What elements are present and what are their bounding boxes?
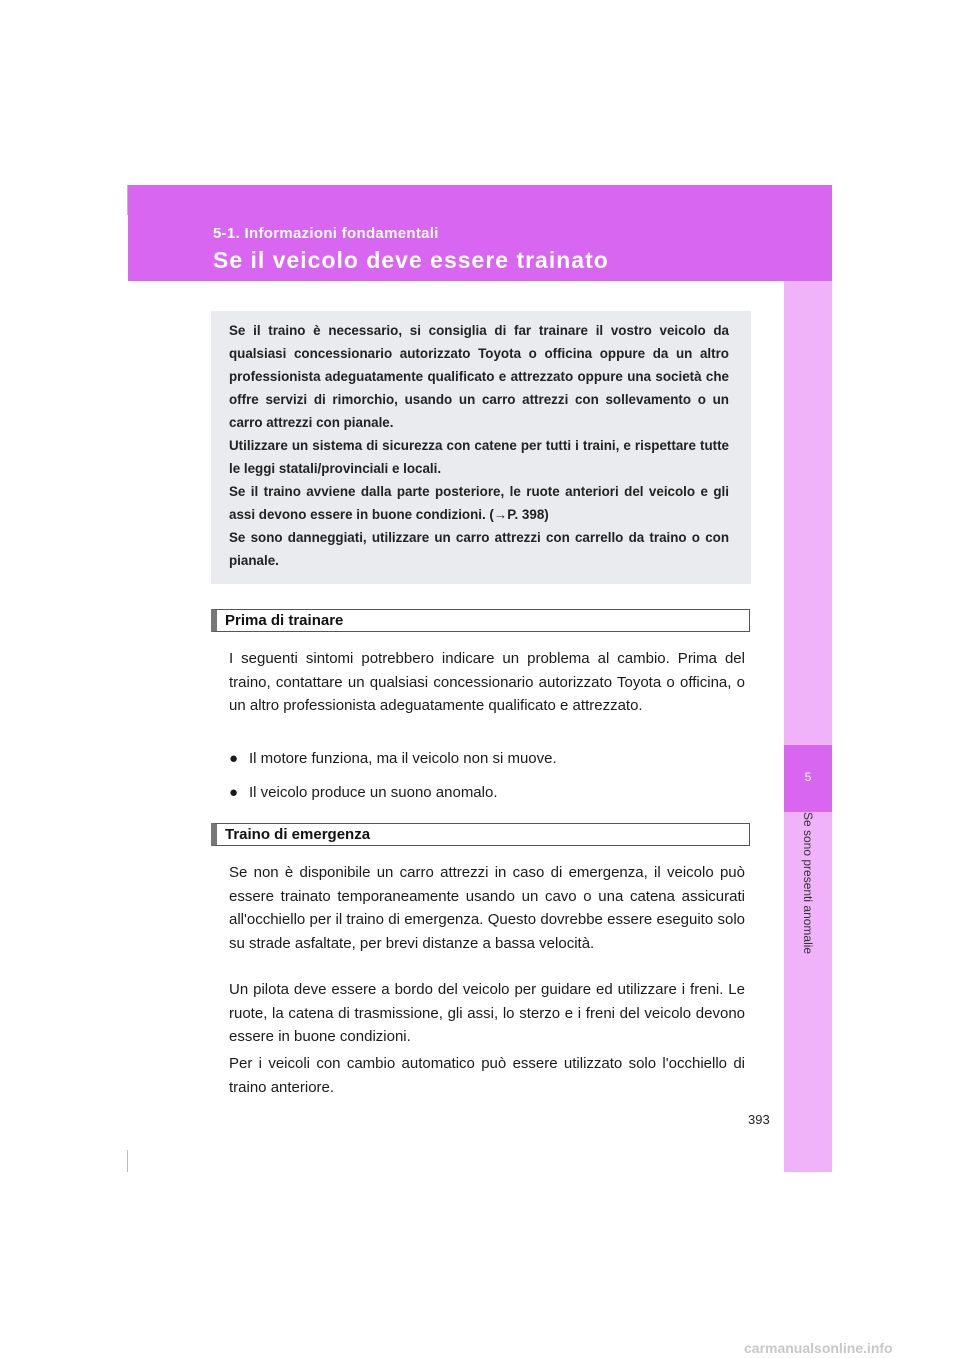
section-heading-text: Traino di emergenza	[225, 826, 371, 843]
intro-paragraph: Se il traino è necessario, si consiglia di far trainare il vostro veicolo da qualsiasi concessionario autorizzato Toyota o officina oppure da un altro professionista adeguatamente qualificato e attrezzato oppure una società che offre servizi di rimorchio, usando un carro attrezzi con sollevamento o un carro attrezzi con pianale.	[229, 323, 729, 430]
section-heading-emergency-towing	[211, 823, 750, 846]
intro-box	[211, 311, 751, 584]
intro-paragraph: Utilizzare un sistema di sicurezza con catene per tutti i traini, e rispettare tutte le leggi statali/provinciali e locali.	[229, 438, 729, 476]
page-number: 393	[748, 1112, 770, 1127]
chapter-label-text: Se sono presenti anomalie	[801, 812, 815, 955]
section-label: 5-1. Informazioni fondamentali	[213, 225, 439, 242]
chapter-header	[128, 185, 832, 281]
section-heading-text: Prima di trainare	[225, 612, 344, 629]
intro-paragraph: Se sono danneggiati, utilizzare un carro attrezzi con carrello da traino o con pianale.	[229, 530, 729, 568]
watermark: carmanualsonline.info	[744, 1340, 893, 1356]
body-paragraph: Un pilota deve essere a bordo del veicolo per guidare ed utilizzare i freni. Le ruote, la catena di trasmissione, gli assi, lo sterzo e i freni del veicolo devono essere in buone condizioni.	[229, 981, 745, 1045]
crop-mark	[127, 1150, 128, 1172]
page-title: Se il veicolo deve essere trainato	[213, 247, 609, 273]
bullet-item	[229, 781, 745, 805]
bullet-icon: ●	[229, 750, 239, 767]
bullet-item	[229, 747, 745, 771]
chapter-tab	[784, 745, 832, 812]
chapter-side-label	[770, 812, 846, 1012]
bullet-text: Il motore funziona, ma il veicolo non si muove.	[249, 750, 557, 767]
side-strip	[784, 281, 832, 1172]
body-paragraph: Per i veicoli con cambio automatico può essere utilizzato solo l'occhiello di traino anteriore.	[229, 1055, 745, 1096]
body-paragraph: Se non è disponibile un carro attrezzi in caso di emergenza, il veicolo può essere trainato temporaneamente usando un cavo o una catena assicurati all'occhiello per il traino di emergenza. Questo dovrebbe essere eseguito solo su strade asfaltate, per brevi distanze a bassa velocità.	[229, 864, 745, 952]
body-paragraph: I seguenti sintomi potrebbero indicare un problema al cambio. Prima del traino, contattare un qualsiasi concessionario autorizzato Toyota o officina, o un altro professionista adeguatamente qualificato e attrezzato.	[229, 650, 745, 714]
chapter-number: 5	[804, 770, 812, 784]
bullet-icon: ●	[229, 784, 239, 801]
intro-paragraph: Se il traino avviene dalla parte posteriore, le ruote anteriori del veicolo e gli assi devono essere in buone condizioni. (→P. 398)	[229, 484, 729, 522]
bullet-text: Il veicolo produce un suono anomalo.	[249, 784, 498, 801]
section-heading-before-towing	[211, 609, 750, 632]
